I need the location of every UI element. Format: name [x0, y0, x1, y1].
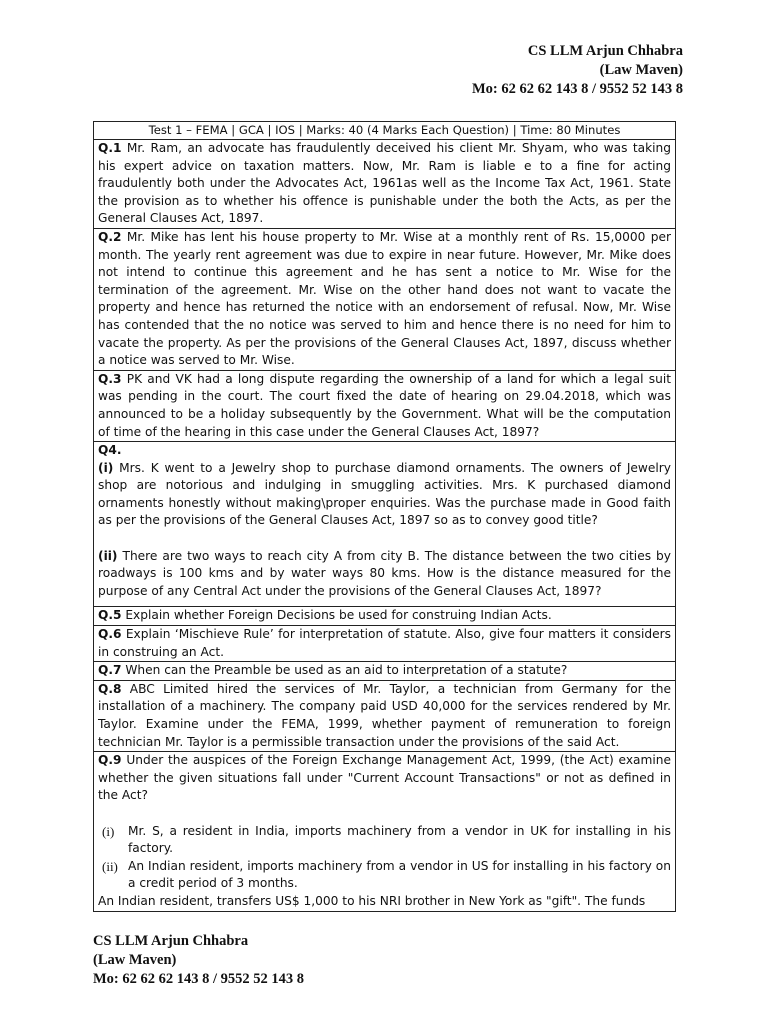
- question-text: Mr. Mike has lent his house property to Mr. Wise at a monthly rent of Rs. 15,0000 per month. The yearly rent agreement was due to expire in near future. However, Mr. Mike does not intend to continue this agreement and he has sent a notice to Mr. Wise for the termination of the agreement. Mr. Wise on the other hand does not want to vacate the property and hence has returned the notice with an endorsement of refusal. Now, Mr. Wise has contended that the no notice was served to him and hence there is no need for him to vacate the property. As per the provisions of the General Clauses Act, 1897, discuss whether a notice was served to Mr. Wise.: [98, 229, 671, 368]
- question-8: [94, 680, 676, 751]
- question-row-5: [94, 607, 676, 626]
- part-label: (ii): [98, 548, 118, 563]
- author-name: CS LLM Arjun Chhabra: [93, 933, 249, 949]
- question-3: [94, 370, 676, 441]
- question-text: Under the auspices of the Foreign Exchange Management Act, 1999, (the Act) examine whether the given situations fall under "Current Account Transactions" or not as defined in the Act?: [98, 753, 671, 803]
- question-6: [94, 626, 676, 662]
- question-row-3: [94, 370, 676, 441]
- question-text: Mr. Ram, an advocate has fraudulently deceived his client Mr. Shyam, who was taking his expert advice on taxation matters. Now, Mr. Ram is liable e to a fine for acting fraudulently both under the Advocates Act, 1961as well as the Income Tax Act, 1961. State the provision as to whether his offence is punishable under the both the Acts, as per the General Clauses Act, 1897.: [98, 141, 671, 226]
- question-9: [94, 752, 676, 912]
- list-item-label: (i): [102, 823, 115, 839]
- question-table: [93, 121, 676, 912]
- list-item-text: An Indian resident, imports machinery from a vendor in US for installing in his factory on a credit period of 3 months.: [128, 858, 671, 891]
- list-item-text: Mr. S, a resident in India, imports machinery from a vendor in UK for installing in his factory.: [128, 823, 671, 856]
- question-row-9: [94, 752, 676, 912]
- question-text: PK and VK had a long dispute regarding the ownership of a land for which a legal suit was pending in the court. The court fixed the date of hearing on 29.04.2018, which was announced to be a holiday subsequently by the Government. What will be the computation of time of the hearing in this case under the General Clauses Act, 1897?: [98, 371, 671, 439]
- question-number: Q.8: [98, 681, 122, 696]
- question-text: When can the Preamble be used as an aid to interpretation of a statute?: [121, 663, 568, 678]
- question-row-4: [94, 442, 676, 607]
- author-mobile: Mo: 62 62 62 143 8 / 9552 52 143 8: [471, 81, 683, 97]
- question-9-intro: [98, 752, 671, 805]
- author-title: (Law Maven): [599, 62, 683, 78]
- list-item: [102, 858, 671, 893]
- question-row-2: [94, 228, 676, 370]
- question-7: [94, 662, 676, 681]
- question-5: [94, 607, 676, 626]
- question-row-6: [94, 626, 676, 662]
- part-text: Mrs. K went to a Jewelry shop to purchase diamond ornaments. The owners of Jewelry shop are notorious and indulging in smuggling activities. Mrs. K purchased diamond ornaments honestly without making\proper enquiries. Was the purchase made in Good faith as per the provisions of the General Clauses Act, 1897 so as to convey good title?: [98, 460, 671, 528]
- question-2: [94, 228, 676, 370]
- question-number: Q.1: [98, 141, 122, 155]
- question-number: Q.9: [98, 753, 122, 768]
- question-number: Q4.: [98, 443, 122, 458]
- question-row-7: [94, 662, 676, 681]
- table-title-row: [94, 122, 676, 140]
- question-4-part-i: [98, 460, 671, 530]
- header-top: [472, 42, 683, 99]
- question-1: [94, 140, 676, 229]
- question-row-8: [94, 680, 676, 751]
- situation-list: [98, 823, 671, 893]
- question-9-trailing: An Indian resident, transfers US$ 1,000 to his NRI brother in New York as "gift". The funds: [98, 893, 646, 908]
- question-number: Q.5: [98, 608, 122, 623]
- question-number: Q.6: [98, 627, 122, 642]
- spacer: [98, 530, 671, 548]
- author-name: CS LLM Arjun Chhabra: [527, 43, 683, 59]
- author-title: (Law Maven): [93, 952, 177, 968]
- list-item-label: (ii): [102, 858, 118, 874]
- spacer: [98, 600, 671, 606]
- test-title: Test 1 – FEMA | GCA | IOS | Marks: 40 (4 Marks Each Question) | Time: 80 Minutes: [94, 122, 676, 140]
- spacer: [98, 805, 671, 823]
- question-number: Q.7: [98, 663, 122, 678]
- header-bottom: [93, 932, 304, 989]
- question-text: ABC Limited hired the services of Mr. Taylor, a technician from Germany for the installation of a machinery. The company paid USD 40,000 for the services rendered by Mr. Taylor. Examine under the FEMA, 1999, whether payment of remuneration to foreign technician Mr. Taylor is a permissible transaction under the provisions of the said Act.: [98, 681, 671, 749]
- part-label: (i): [98, 460, 114, 475]
- part-text: There are two ways to reach city A from city B. The distance between the two cities by roadways is 100 kms and by water ways 80 kms. How is the distance measured for the purpose of any Central Act under the provisions of the General Clauses Act, 1897?: [98, 548, 671, 598]
- question-number: Q.3: [98, 371, 122, 386]
- list-item: [102, 823, 671, 858]
- question-number: Q.2: [98, 229, 122, 244]
- question-row-1: [94, 140, 676, 229]
- question-text: Explain ‘Mischieve Rule’ for interpretation of statute. Also, give four matters it considers in construing an Act.: [98, 627, 671, 659]
- question-text: Explain whether Foreign Decisions be used for construing Indian Acts.: [121, 608, 552, 623]
- question-4: [94, 442, 676, 607]
- question-4-part-ii: [98, 548, 671, 601]
- author-mobile: Mo: 62 62 62 143 8 / 9552 52 143 8: [93, 971, 305, 987]
